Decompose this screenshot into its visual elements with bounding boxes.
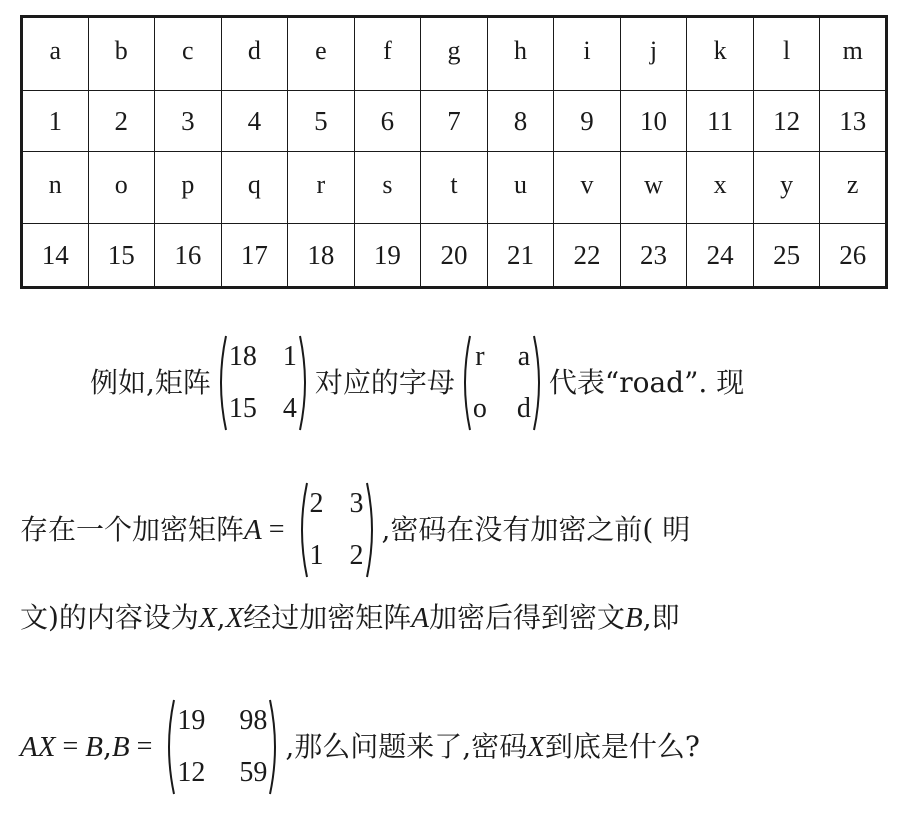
line4-text-1: ,那么问题来了,密码 xyxy=(285,730,528,763)
table-cell: m xyxy=(820,17,887,91)
letter-number-table xyxy=(20,15,888,289)
equals-sign: = xyxy=(55,731,86,762)
left-paren xyxy=(459,335,471,431)
var-ax: AX xyxy=(20,730,56,763)
table-cell: 16 xyxy=(155,224,222,288)
table-cell: 11 xyxy=(687,90,754,152)
line2-text-after: ,密码在没有加密之前( 明 xyxy=(381,513,691,546)
table-cell: b xyxy=(88,17,155,91)
table-cell: 15 xyxy=(88,224,155,288)
table-cell: i xyxy=(554,17,621,91)
table-cell: 10 xyxy=(620,90,687,152)
text-line-2 xyxy=(0,480,884,580)
var-b: B xyxy=(85,730,103,763)
right-paren xyxy=(299,335,311,431)
left-paren xyxy=(296,482,308,578)
equals-sign: = xyxy=(129,731,160,762)
matrix-entry: 1 xyxy=(282,341,297,372)
table-cell: z xyxy=(820,152,887,224)
table-cell: 7 xyxy=(421,90,488,152)
table-cell: 22 xyxy=(554,224,621,288)
var-a: A xyxy=(244,513,262,546)
matrix-entry: 15 xyxy=(228,393,257,424)
var-b: B xyxy=(111,730,130,763)
matrix-entry: r xyxy=(475,341,485,372)
line2-text-before: 存在一个加密矩阵 xyxy=(20,513,245,546)
line3-text-5: ,即 xyxy=(642,601,680,634)
matrix-entry: 59 xyxy=(239,757,268,788)
letter-row xyxy=(22,17,887,91)
table-cell: 24 xyxy=(687,224,754,288)
table-cell: t xyxy=(421,152,488,224)
var-a: A xyxy=(411,601,430,634)
number-row xyxy=(22,224,887,288)
table-cell: j xyxy=(620,17,687,91)
matrix-entry: 18 xyxy=(228,341,257,372)
matrix-entry: o xyxy=(472,393,487,424)
line3-text-3: 经过加密矩阵 xyxy=(243,601,412,634)
example-letter-matrix xyxy=(459,335,545,431)
table-cell: 13 xyxy=(820,90,887,152)
table-cell: e xyxy=(288,17,355,91)
table-cell: a xyxy=(22,17,89,91)
matrix-entry: 3 xyxy=(349,488,364,519)
table-cell: 20 xyxy=(421,224,488,288)
comma: , xyxy=(102,730,112,763)
table-cell: d xyxy=(221,17,288,91)
var-x: X xyxy=(527,730,545,763)
matrix-entry: d xyxy=(516,393,531,424)
table-cell: 25 xyxy=(753,224,820,288)
table-cell: q xyxy=(221,152,288,224)
table-cell: g xyxy=(421,17,488,91)
table-cell: 18 xyxy=(288,224,355,288)
table-cell: 8 xyxy=(487,90,554,152)
ciphertext-matrix-b xyxy=(163,699,281,795)
matrix-entry: a xyxy=(517,341,531,372)
table-cell: n xyxy=(22,152,89,224)
text-line-4 xyxy=(0,697,900,797)
matrix-entry: 1 xyxy=(309,540,324,571)
line1-text-after: 代表“road”. 现 xyxy=(548,366,745,399)
right-paren xyxy=(269,699,281,795)
table-cell: l xyxy=(753,17,820,91)
text-line-3 xyxy=(0,588,884,648)
table-cell: 17 xyxy=(221,224,288,288)
matrix-entry: 4 xyxy=(282,393,297,424)
line1-text-mid: 对应的字母 xyxy=(314,366,455,399)
table-cell: 3 xyxy=(155,90,222,152)
table-cell: 23 xyxy=(620,224,687,288)
text-line-1 xyxy=(0,333,912,433)
table-cell: 4 xyxy=(221,90,288,152)
matrix-entry: 19 xyxy=(177,705,206,736)
table-cell: 5 xyxy=(288,90,355,152)
table-cell: p xyxy=(155,152,222,224)
table-body xyxy=(22,17,887,288)
table-cell: 6 xyxy=(354,90,421,152)
table-cell: h xyxy=(487,17,554,91)
left-paren xyxy=(163,699,175,795)
encryption-matrix-a xyxy=(296,482,378,578)
table-cell: 1 xyxy=(22,90,89,152)
line3-comma: , xyxy=(216,601,226,634)
table-cell: 14 xyxy=(22,224,89,288)
table-cell: f xyxy=(354,17,421,91)
right-paren xyxy=(533,335,545,431)
matrix-entry: 12 xyxy=(177,757,206,788)
table-cell: c xyxy=(155,17,222,91)
line1-text-before: 例如,矩阵 xyxy=(90,366,211,399)
table-cell: s xyxy=(354,152,421,224)
table-cell: w xyxy=(620,152,687,224)
table-cell: v xyxy=(554,152,621,224)
number-row xyxy=(22,90,887,152)
right-paren xyxy=(366,482,378,578)
example-number-matrix xyxy=(215,335,311,431)
left-paren xyxy=(215,335,227,431)
table-cell: 12 xyxy=(753,90,820,152)
table-cell: o xyxy=(88,152,155,224)
line3-text-4: 加密后得到密文 xyxy=(429,601,626,634)
table-cell: x xyxy=(687,152,754,224)
table-cell: k xyxy=(687,17,754,91)
table-cell: u xyxy=(487,152,554,224)
table-cell: r xyxy=(288,152,355,224)
var-x: X xyxy=(225,601,244,634)
var-b: B xyxy=(625,601,643,634)
table-cell: 2 xyxy=(88,90,155,152)
table-cell: 9 xyxy=(554,90,621,152)
line4-text-2: 到底是什么? xyxy=(544,730,700,763)
line3-text-1: 文)的内容设为 xyxy=(20,601,199,634)
table-cell: 21 xyxy=(487,224,554,288)
var-x: X xyxy=(198,601,217,634)
table-cell: y xyxy=(753,152,820,224)
matrix-entry: 98 xyxy=(239,705,268,736)
table-cell: 19 xyxy=(354,224,421,288)
matrix-entry: 2 xyxy=(349,540,364,571)
equals-sign: = xyxy=(261,514,292,545)
letter-row xyxy=(22,152,887,224)
matrix-entry: 2 xyxy=(309,488,324,519)
table-cell: 26 xyxy=(820,224,887,288)
